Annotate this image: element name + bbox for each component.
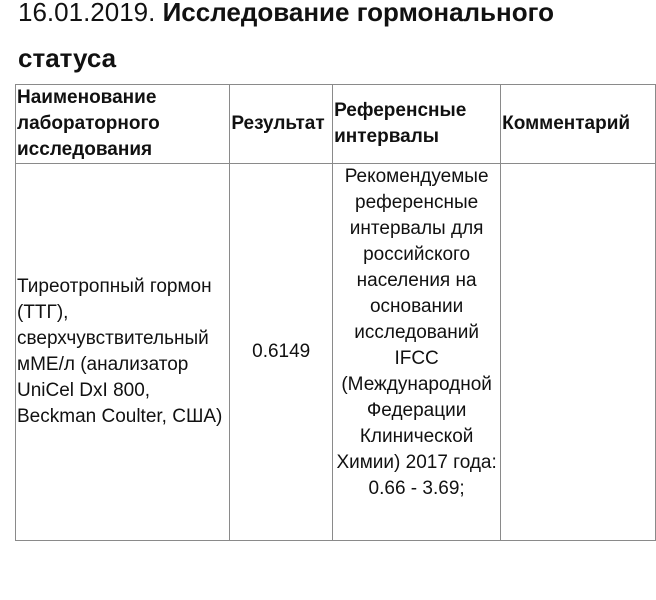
test-name-cell: Тиреотропный гормон (ТТГ), сверхчувствительный мМЕ/л (анализатор UniCel DxI 800, Beckman Coulter, США) <box>16 164 230 541</box>
table-row <box>16 164 656 541</box>
header-comment: Комментарий <box>501 85 656 164</box>
lab-results-table <box>15 84 656 541</box>
header-result: Результат <box>230 85 333 164</box>
reference-interval-cell: Рекомендуемые референсные интервалы для российского населения на основании исследований IFCC (Международной Федерации Клинической Химии) 2017 года: 0.66 - 3.69; <box>333 164 501 541</box>
header-test-name: Наименование лабораторного исследования <box>16 85 230 164</box>
page-title <box>18 0 656 32</box>
result-value-cell: 0.6149 <box>230 164 333 541</box>
comment-cell <box>501 164 656 541</box>
report-date: 16.01.2019. <box>18 0 156 27</box>
section-title: Исследование гормонального <box>162 0 554 27</box>
section-title-continued: статуса <box>18 43 117 73</box>
table-header-row <box>16 85 656 164</box>
header-reference: Референсные интервалы <box>333 85 501 164</box>
